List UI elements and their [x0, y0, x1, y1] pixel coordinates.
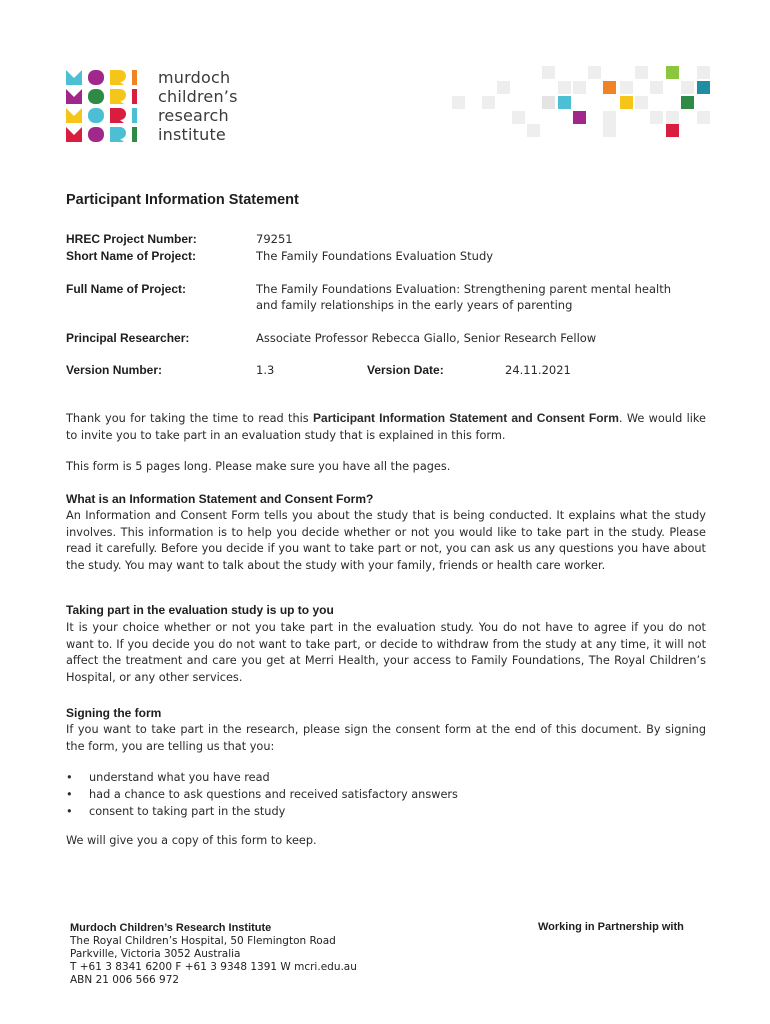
full-name-value-line2: and family relationships in the early years of parenting: [256, 298, 573, 312]
page-count-note: This form is 5 pages long. Please make sure you have all the pages.: [66, 460, 451, 473]
version-number-value: 1.3: [256, 363, 275, 377]
footer-contact-line: T +61 3 8341 6200 F +61 3 9348 1391 W mcri.edu.au: [70, 961, 357, 973]
full-name-label: Full Name of Project:: [66, 282, 187, 296]
intro-text-end: . We would like to invite you to take part in an evaluation study that is explained in this form.: [66, 412, 706, 442]
footer-org-name: Murdoch Children’s Research Institute: [70, 922, 272, 934]
copy-note: We will give you a copy of this form to keep.: [66, 834, 317, 847]
decorative-mosaic: [450, 64, 715, 144]
hrec-label: HREC Project Number:: [66, 232, 197, 246]
bullet-text: understand what you have read: [89, 771, 270, 784]
footer-address-line: Parkville, Victoria 3052 Australia: [70, 948, 241, 960]
section-text-info-statement: An Information and Consent Form tells you about the study that is being conducted. It explains what the study involves. This information is to help you decide whether or not you would like to take part in the study. Please read it carefully. Before you decide if you want to take part or not, you can ask us any questions you have about the study. You may want to talk about the study with your family, friends or health care worker.: [66, 509, 706, 572]
mcri-logo-mark: [66, 68, 146, 144]
version-date-label: Version Date:: [367, 363, 444, 377]
list-item: • consent to taking part in the study: [66, 805, 286, 818]
footer-abn-line: ABN 21 006 566 972: [70, 974, 180, 986]
logo-line: murdoch: [158, 68, 231, 87]
logo-line: research: [158, 106, 229, 125]
version-number-label: Version Number:: [66, 363, 163, 377]
list-item: • understand what you have read: [66, 771, 270, 784]
footer-address: [70, 922, 357, 987]
logo-wordmark: [158, 68, 238, 144]
principal-researcher-value: Associate Professor Rebecca Giallo, Senior Research Fellow: [256, 331, 597, 345]
section-heading-info-statement: What is an Information Statement and Consent Form?: [66, 492, 374, 506]
intro-paragraph: [66, 410, 706, 444]
consent-bullet-list: [66, 769, 706, 820]
logo-line: institute: [158, 125, 226, 144]
bullet-text: consent to taking part in the study: [89, 805, 286, 818]
section-heading-signing: Signing the form: [66, 706, 162, 720]
partnership-note: Working in Partnership with: [538, 921, 684, 933]
short-name-label: Short Name of Project:: [66, 249, 197, 263]
section-text-taking-part: It is your choice whether or not you take part in the evaluation study. You do not have to agree if you do not want to. If you decide you do not want to take part, or decide to withdraw from the study at any time, it will not affect the treatment and care you get at Merri Health, your access to Family Foundations, The Royal Children’s Hospital, or any other services.: [66, 621, 706, 684]
intro-bold-form-name: Participant Information Statement and Consent Form: [313, 411, 619, 425]
list-item: • had a chance to ask questions and received satisfactory answers: [66, 788, 458, 801]
section-text-signing: If you want to take part in the research, please sign the consent form at the end of this document. By signing the form, you are telling us that you:: [66, 723, 706, 753]
short-name-value: The Family Foundations Evaluation Study: [256, 249, 494, 263]
full-name-value-line1: The Family Foundations Evaluation: Strengthening parent mental health: [256, 282, 672, 296]
intro-text-start: Thank you for taking the time to read this: [66, 412, 314, 425]
hrec-value: 79251: [256, 232, 293, 246]
footer-address-line: The Royal Children’s Hospital, 50 Flemington Road: [70, 935, 336, 947]
bullet-text: had a chance to ask questions and received satisfactory answers: [89, 788, 458, 801]
version-date-value: 24.11.2021: [505, 363, 571, 377]
section-heading-taking-part: Taking part in the evaluation study is up to you: [66, 603, 334, 617]
principal-researcher-label: Principal Researcher:: [66, 331, 190, 345]
logo-line: children’s: [158, 87, 238, 106]
page-title: Participant Information Statement: [66, 192, 299, 208]
